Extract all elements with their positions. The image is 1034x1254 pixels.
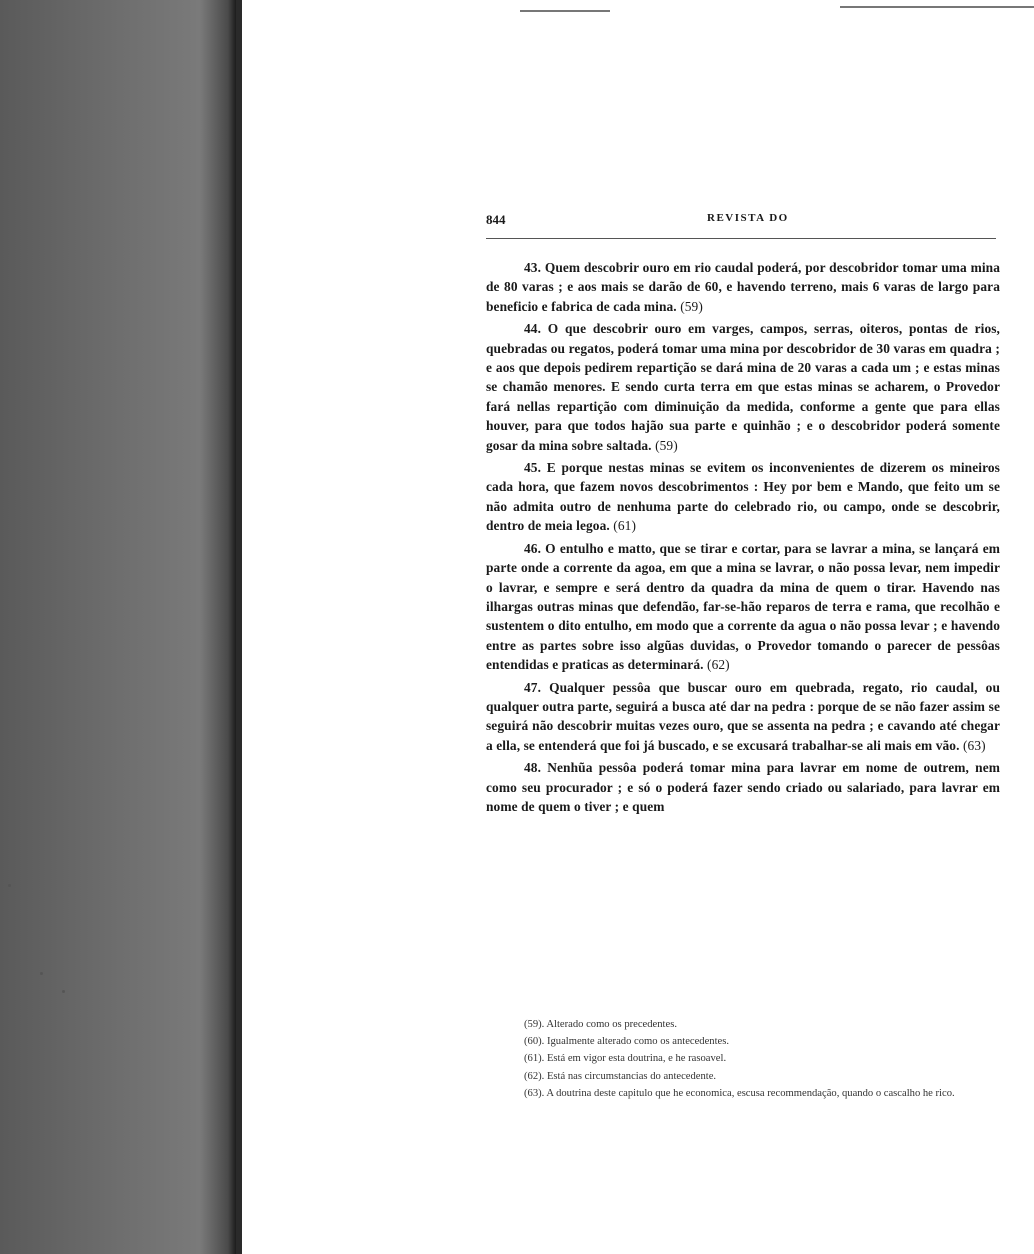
- running-head: REVISTA DO: [707, 212, 789, 224]
- footnote: (61). Está em vigor esta doutrina, e he rasoavel.: [524, 1053, 727, 1065]
- scan-speck: [8, 884, 11, 887]
- page-number: 844: [486, 212, 506, 227]
- paragraph-43: 43. Quem descobrir ouro em rio caudal poderá, por descobridor tomar uma mina de 80 varas ; e aos mais se darão de 60, e havendo terreno, mais 6 varas de largo para beneficio e fabrica de cada mina. (59): [486, 260, 1000, 314]
- footnote: (59). Alterado como os precedentes.: [524, 1019, 677, 1030]
- paragraph-46: 46. O entulho e matto, que se tirar e cortar, para se lavrar a mina, se lançará em parte onde a corrente da agoa, em que a mina se lavrar, o não possa levar, nem impedir o lavrar, e sempre e será dentro da quadra da mina de quem o tirar. Havendo nas ilhargas outras minas que defendão, far-se-hão reparos de terra e rama, que recolhão e sustentem o dito entulho, em modo que a corrente da agua o não possa levar ; e havendo entre as partes sobre isso algũas duvidas, o Provedor tomando o parecer de pessôas entendidas e praticas as determinará. (62): [486, 540, 1000, 673]
- binding-edge: [236, 0, 242, 1254]
- paragraph-44: 44. O que descobrir ouro em varges, campos, serras, oiteros, pontas de rios, quebradas ou regatos, poderá tomar uma mina por descobridor de 30 varas em quadra ; e aos que depois pedirem repartição se dará mina de 20 varas a cada um ; e estas minas se chamão menores. E sendo curta terra em que estas minas se acharem, o Provedor fará nellas repartição com diminuição da medida, conforme a gente que para ellas houver, para que todos hajão sua parte e quinhão ; e o descobridor poderá somente gosar da mina sobre saltada. (59): [486, 321, 1000, 453]
- paragraph-48: 48. Nenhũa pessôa poderá tomar mina para lavrar em nome de outrem, nem como seu procurador ; e só o poderá fazer sendo criado ou salariado, para lavrar em nome de quem o tiver ; e quem: [486, 760, 1000, 814]
- book-page: [486, 0, 1006, 1254]
- scan-speck: [62, 990, 65, 993]
- footnote: (62). Está nas circumstancias do antecedente.: [524, 1070, 717, 1082]
- body-text: [486, 258, 1000, 819]
- page-header: [486, 212, 1006, 234]
- paragraph-47: 47. Qualquer pessôa que buscar ouro em quebrada, regato, rio caudal, ou qualquer outra parte, seguirá a busca até dar na pedra : porque de se não fazer assim se seguirá não descobrir muitas vezes ouro, que se assenta na pedra ; e cavando até chegar a ella, se entenderá que foi já buscado, e se excusará trabalhar-se ali mais em vão. (63): [486, 679, 1000, 753]
- footnote: (60). Igualmente alterado como os antecedentes.: [524, 1036, 730, 1048]
- footnotes: [486, 1016, 1000, 1102]
- footnote: (63). A doutrina deste capitulo que he economica, escusa recommendação, quando o cascalho he rico.: [524, 1087, 955, 1099]
- book-gutter-shadow: [0, 0, 240, 1254]
- scan-speck: [40, 972, 43, 975]
- header-rule: [486, 238, 996, 239]
- paragraph-45: 45. E porque nestas minas se evitem os inconvenientes de dizerem os mineiros cada hora, que fazem novos descobrimentos : Hey por bem e Mando, que feito um se não admita outro de nenhuma parte do celebrado rio, ou campo, onde se descobrir, dentro de meia legoa. (61): [486, 460, 1000, 534]
